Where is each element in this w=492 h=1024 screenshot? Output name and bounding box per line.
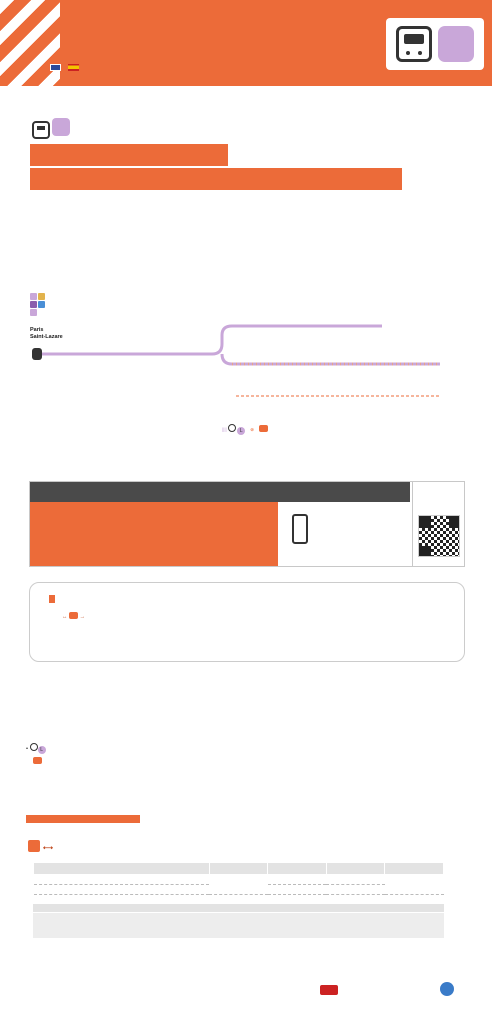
bus-tag bbox=[49, 595, 55, 603]
train-icon bbox=[30, 743, 38, 751]
cell-first bbox=[268, 885, 327, 895]
line-l-badge: L bbox=[237, 427, 245, 435]
line-path bbox=[38, 326, 440, 364]
terminus-marker bbox=[32, 348, 42, 360]
flash-panel bbox=[412, 482, 465, 566]
bus-icon bbox=[69, 612, 78, 619]
map-legend: |||| L ⊗ bbox=[222, 424, 268, 435]
train-icon bbox=[396, 26, 432, 62]
sncf-logo bbox=[320, 985, 338, 995]
bus-info-box bbox=[29, 582, 465, 662]
bus-icon bbox=[259, 425, 268, 432]
grille-route: ⟷ bbox=[43, 845, 54, 852]
cell-first bbox=[268, 875, 327, 885]
origin-label: Paris bbox=[30, 327, 44, 333]
line-l-badge bbox=[52, 118, 70, 136]
cell-last bbox=[326, 875, 385, 885]
train-icon bbox=[228, 424, 236, 432]
qr-code-icon[interactable] bbox=[418, 515, 460, 557]
header-banner bbox=[0, 0, 492, 86]
idf-person-icon bbox=[440, 982, 454, 996]
line-l-badge: L bbox=[38, 746, 46, 754]
bus-route-line: ↔ → bbox=[62, 614, 86, 620]
cell-last bbox=[326, 885, 385, 895]
header-icons bbox=[386, 18, 484, 70]
samedis-banner bbox=[30, 144, 228, 166]
cell-freq bbox=[385, 875, 444, 895]
cell-from bbox=[34, 875, 210, 885]
bus-icon bbox=[33, 757, 42, 764]
th-depart bbox=[34, 863, 210, 875]
th-jours bbox=[209, 863, 268, 875]
train-icon bbox=[32, 121, 50, 139]
gares-header bbox=[33, 904, 444, 912]
gares-desservies bbox=[33, 913, 444, 938]
line-l-badge bbox=[438, 26, 474, 62]
decorative-stripes bbox=[0, 0, 60, 86]
origin-badges bbox=[30, 293, 45, 316]
solution-bullet-1: • L bbox=[26, 743, 46, 754]
cell-from bbox=[34, 885, 210, 895]
prepare-body bbox=[30, 502, 278, 566]
grille-tag bbox=[26, 815, 140, 823]
th-derniers bbox=[326, 863, 385, 875]
th-frequence bbox=[385, 863, 444, 875]
uk-flag-icon bbox=[50, 64, 61, 71]
notice-headline bbox=[30, 118, 74, 143]
dimanches-banner bbox=[30, 168, 402, 190]
bus-icon bbox=[28, 840, 40, 852]
origin-label-2: Saint-Lazare bbox=[30, 334, 63, 340]
prepare-panel bbox=[29, 481, 465, 567]
table-header-row bbox=[34, 863, 444, 875]
table-row bbox=[34, 875, 444, 885]
phone-icon bbox=[292, 514, 308, 544]
header-subtitle bbox=[50, 62, 82, 72]
cell-jours bbox=[209, 875, 268, 895]
spain-flag-icon bbox=[68, 64, 79, 71]
th-premiers bbox=[268, 863, 327, 875]
schedule-table bbox=[33, 862, 444, 895]
line-map bbox=[0, 286, 492, 446]
solution-bullet-2 bbox=[33, 757, 42, 765]
prepare-bar bbox=[30, 482, 410, 502]
